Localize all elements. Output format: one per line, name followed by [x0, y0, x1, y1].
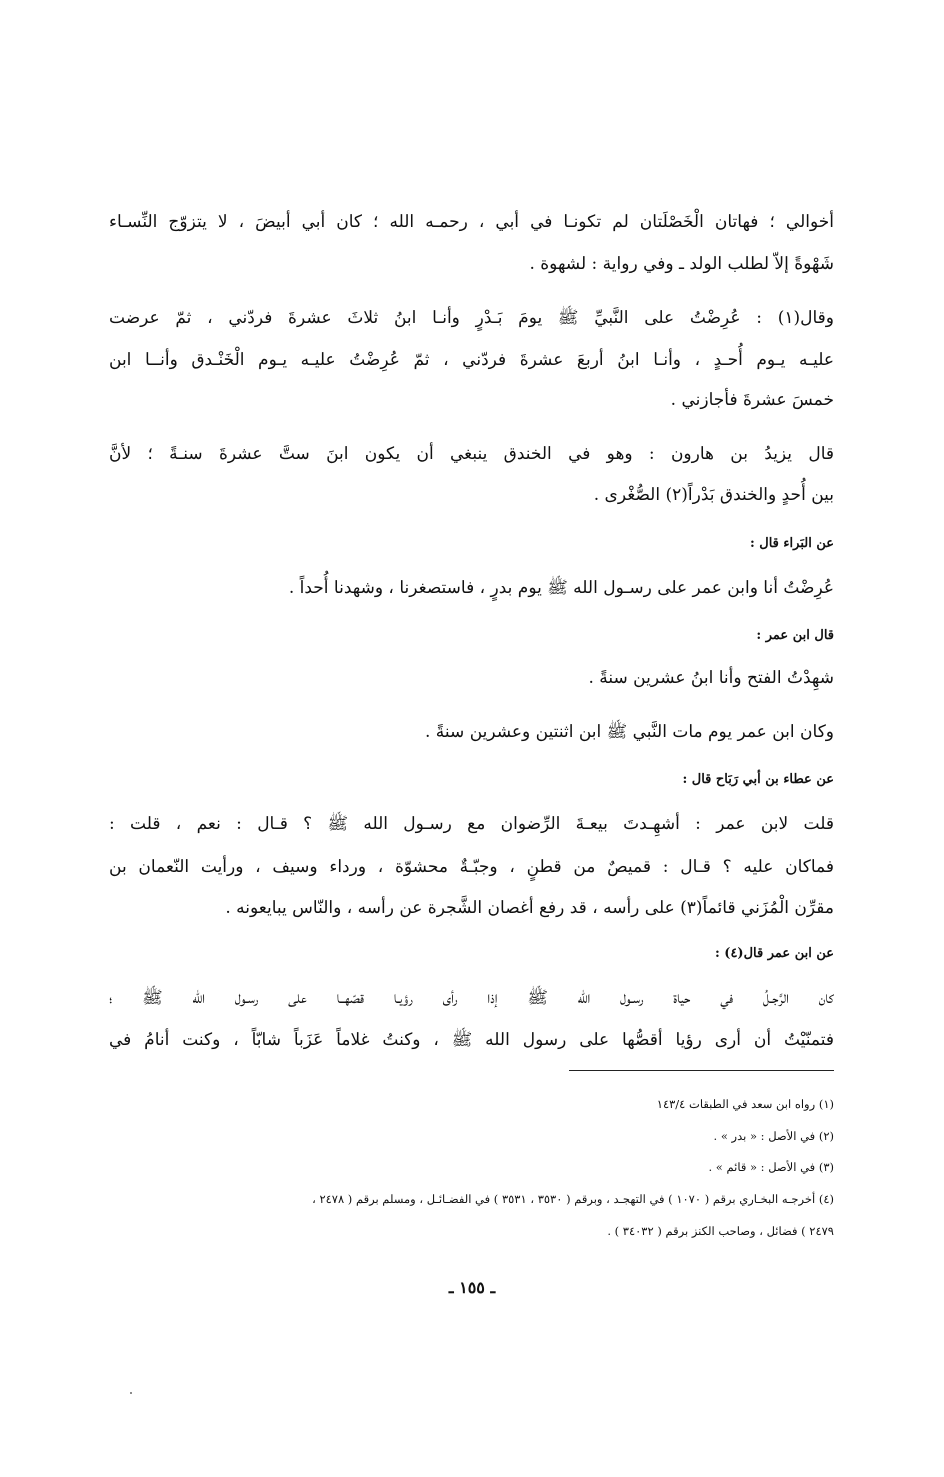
- text-line: شهِدْتُ الفتح وأنا ابنُ عشرين سنةً .: [588, 668, 834, 688]
- text-line: عُرِضْتُ أنا وابن عمر على رسـول الله ﷺ يوم بدرٍ ، فاستصغرنا ، وشهدنا أُحداً .: [288, 578, 834, 598]
- text-line: كان الرَّجـلُ في حياة رسـول الله ﷺ إذا رأى رؤيـا قصّهــا على رسـول الله ﷺ ؛: [109, 988, 834, 1008]
- footnote-rule: [569, 1070, 834, 1071]
- narration-heading: عن البَراء قال :: [749, 536, 834, 551]
- text-line: وقال(١) : عُرِضْتُ على النَّبيِّ ﷺ يومَ بَـدْرٍ وأنـا ابنُ ثلاثَ عشرةَ فردّني ، ثمّ عرضت: [109, 308, 834, 328]
- text-line: فتمنّيْتُ أن أرى رؤيا أقصُّها على رسول الله ﷺ ، وكنتُ غلاماً عَزَباً شابّاً ، وكنت أنامُ في: [109, 1030, 834, 1050]
- narration-heading: عن ابن عمر قال(٤) :: [714, 946, 834, 961]
- narration-heading: قال ابن عمر :: [756, 628, 834, 643]
- footnote: (٤) أخرجـه البخـاري برقم ( ١٠٧٠ ) في التهجـد ، وبرقم ( ٣٥٣٠ ، ٣٥٣١ ) في الفضـائـل ، ومسلم برقم ( ٢٤٧٨ ،: [312, 1192, 834, 1206]
- narration-heading: عن عطاء بن أبي رَبَاح قال :: [682, 772, 834, 787]
- text-line: شَهْوةً إلاّ لطلب الولد ـ وفي رواية : لشهوة .: [529, 254, 834, 274]
- text-line: قال يزيدُ بن هارون : وهو في الخندق ينبغي أن يكون ابنَ ستَّ عشرةَ سنـةً ؛ لأنَّ: [109, 444, 834, 464]
- main-text: [109, 0, 834, 1477]
- footnote: (٣) في الأصل : « قائم » .: [708, 1160, 834, 1174]
- text-line: وكان ابن عمر يوم مات النَّبي ﷺ ابن اثنتين وعشرين سنةً .: [425, 722, 834, 742]
- text-line: خمسَ عشرةَ فأجازني .: [670, 390, 834, 410]
- scan-speck: [130, 1392, 132, 1394]
- text-line: فماكان عليه ؟ قـال : قميصٌ من قطنٍ ، وجبّـةٌ محشوّة ، ورداء وسيف ، ورأيت النّعمان بن: [109, 857, 834, 877]
- footnote: (٢) في الأصل : « بدر » .: [713, 1129, 834, 1143]
- text-line: قلت لابن عمر : أشهِـدتَ بيعـةَ الرِّضوان مع رسـول الله ﷺ ؟ قـال : نعم ، قلت :: [109, 814, 834, 834]
- text-line: أخوالي ؛ فهاتان الْخَصْلَتان لم تكونـا في أبي ، رحمـه الله ؛ كان أبي أبيضَ ، لا يتزوّج النِّسـاء: [109, 212, 834, 232]
- text-line: مقرِّن الْمُزَني قائماً(٣) على رأسه ، قد رفع أغصان الشَّجرة عن رأسه ، والنّاس يبايعونه .: [225, 898, 834, 918]
- text-line: بين أُحدٍ والخندق بَدْراً(٢) الصُّغْرى .: [593, 485, 834, 505]
- footnote: (١) رواه ابن سعد في الطبقات ١٤٣/٤: [656, 1097, 834, 1111]
- footnote: ٢٤٧٩ ) فضائل ، وصاحب الكنز برقم ( ٣٤٠٣٢ ) .: [607, 1224, 834, 1238]
- text-line: عليـه يـوم أُحـدٍ ، وأنـا ابنُ أربعَ عشرةَ فردّني ، ثمّ عُرِضْتُ عليـه يـوم الْخَنْـدق وأنــا ابن: [109, 350, 834, 370]
- page-number: ـ ١٥٥ ـ: [448, 1278, 496, 1297]
